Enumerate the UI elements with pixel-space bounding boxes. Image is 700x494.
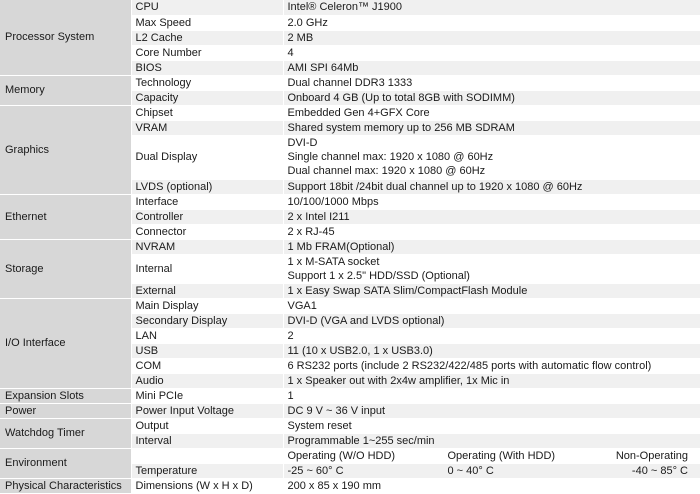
label-interval: Interval	[131, 433, 283, 448]
label-l2-cache: L2 Cache	[131, 30, 283, 45]
env-header-operating-hdd: Operating (With HDD)	[447, 449, 556, 462]
label-lan: LAN	[131, 328, 283, 343]
spec-row-main-display	[0, 298, 700, 313]
label-controller: Controller	[131, 209, 283, 224]
temp-operating-hdd: 0 ~ 40° C	[447, 464, 494, 477]
label-nvram: NVRAM	[131, 239, 283, 254]
spec-row-technology	[0, 75, 700, 90]
label-cpu: CPU	[131, 0, 283, 15]
label-usb: USB	[131, 343, 283, 358]
label-chipset: Chipset	[131, 105, 283, 120]
spec-row-nvram	[0, 239, 700, 254]
value-max-speed: 2.0 GHz	[283, 15, 700, 30]
category-ethernet: Ethernet	[0, 194, 131, 239]
label-vram: VRAM	[131, 120, 283, 135]
category-memory: Memory	[0, 75, 131, 105]
value-dimensions: 200 x 85 x 190 mm	[283, 478, 700, 493]
label-interface: Interface	[131, 194, 283, 209]
value-vram: Shared system memory up to 256 MB SDRAM	[283, 120, 700, 135]
label-dimensions: Dimensions (W x H x D)	[131, 478, 283, 493]
value-nvram: 1 Mb FRAM(Optional)	[283, 239, 700, 254]
dual-display-line-1: DVI-D	[287, 137, 318, 149]
category-processor-system: Processor System	[0, 0, 131, 75]
value-mini-pcie: 1	[283, 388, 700, 403]
label-com: COM	[131, 358, 283, 373]
value-output: System reset	[283, 418, 700, 433]
label-output: Output	[131, 418, 283, 433]
value-lvds: Support 18bit /24bit dual channel up to 1920 x 1080 @ 60Hz	[283, 179, 700, 194]
label-secondary-display: Secondary Display	[131, 313, 283, 328]
label-max-speed: Max Speed	[131, 15, 283, 30]
label-internal: Internal	[131, 254, 283, 283]
spec-row-interface	[0, 194, 700, 209]
label-lvds: LVDS (optional)	[131, 179, 283, 194]
value-com: 6 RS232 ports (include 2 RS232/422/485 ports with automatic flow control)	[283, 358, 700, 373]
category-graphics: Graphics	[0, 105, 131, 194]
value-usb: 11 (10 x USB2.0, 1 x USB3.0)	[283, 343, 700, 358]
env-header-operating-no-hdd: Operating (W/O HDD)	[287, 449, 396, 462]
value-main-display: VGA1	[283, 298, 700, 313]
category-environment: Environment	[0, 448, 131, 478]
category-storage: Storage	[0, 239, 131, 298]
value-internal	[283, 254, 700, 283]
temp-non-operating: -40 ~ 85° C	[631, 464, 688, 477]
value-interval: Programmable 1~255 sec/min	[283, 433, 700, 448]
value-chipset: Embedded Gen 4+GFX Core	[283, 105, 700, 120]
label-audio: Audio	[131, 373, 283, 388]
environment-headers	[283, 448, 700, 463]
value-capacity: Onboard 4 GB (Up to total 8GB with SODIMM)	[283, 90, 700, 105]
label-external: External	[131, 283, 283, 298]
category-expansion-slots: Expansion Slots	[0, 388, 131, 403]
dual-display-line-2: Single channel max: 1920 x 1080 @ 60Hz	[287, 151, 494, 163]
value-core-number: 4	[283, 45, 700, 60]
value-secondary-display: DVI-D (VGA and LVDS optional)	[283, 313, 700, 328]
label-core-number: Core Number	[131, 45, 283, 60]
value-dual-display	[283, 135, 700, 179]
category-watchdog-timer: Watchdog Timer	[0, 418, 131, 448]
spec-row-chipset	[0, 105, 700, 120]
spec-row-power-input	[0, 403, 700, 418]
label-technology: Technology	[131, 75, 283, 90]
label-mini-pcie: Mini PCIe	[131, 388, 283, 403]
spec-row-mini-pcie	[0, 388, 700, 403]
value-lan: 2	[283, 328, 700, 343]
spec-row-dimensions	[0, 478, 700, 493]
value-power-input: DC 9 V ~ 36 V input	[283, 403, 700, 418]
label-dual-display: Dual Display	[131, 135, 283, 179]
label-temperature: Temperature	[131, 463, 283, 478]
label-bios: BIOS	[131, 60, 283, 75]
value-temperature	[283, 463, 700, 478]
value-interface: 10/100/1000 Mbps	[283, 194, 700, 209]
spec-row-environment-header	[0, 448, 700, 463]
value-l2-cache: 2 MB	[283, 30, 700, 45]
temp-operating-no-hdd: -25 ~ 60° C	[287, 464, 344, 477]
value-technology: Dual channel DDR3 1333	[283, 75, 700, 90]
label-main-display: Main Display	[131, 298, 283, 313]
category-power: Power	[0, 403, 131, 418]
env-header-non-operating: Non-Operating	[615, 449, 688, 462]
value-bios: AMI SPI 64Mb	[283, 60, 700, 75]
environment-header-blank	[131, 448, 283, 463]
value-cpu: Intel® Celeron™ J1900	[283, 0, 700, 15]
label-connector: Connector	[131, 224, 283, 239]
value-connector: 2 x RJ-45	[283, 224, 700, 239]
category-physical-characteristics: Physical Characteristics	[0, 478, 131, 493]
value-external: 1 x Easy Swap SATA Slim/CompactFlash Module	[283, 283, 700, 298]
internal-line-1: 1 x M-SATA socket	[287, 255, 380, 268]
label-power-input: Power Input Voltage	[131, 403, 283, 418]
label-capacity: Capacity	[131, 90, 283, 105]
value-audio: 1 x Speaker out with 2x4w amplifier, 1x Mic in	[283, 373, 700, 388]
spec-row-cpu	[0, 0, 700, 15]
spec-row-output	[0, 418, 700, 433]
category-io-interface: I/O Interface	[0, 298, 131, 388]
dual-display-line-3: Dual channel max: 1920 x 1080 @ 60Hz	[287, 165, 486, 177]
value-controller: 2 x Intel I211	[283, 209, 700, 224]
internal-line-2: Support 1 x 2.5" HDD/SSD (Optional)	[287, 269, 470, 282]
